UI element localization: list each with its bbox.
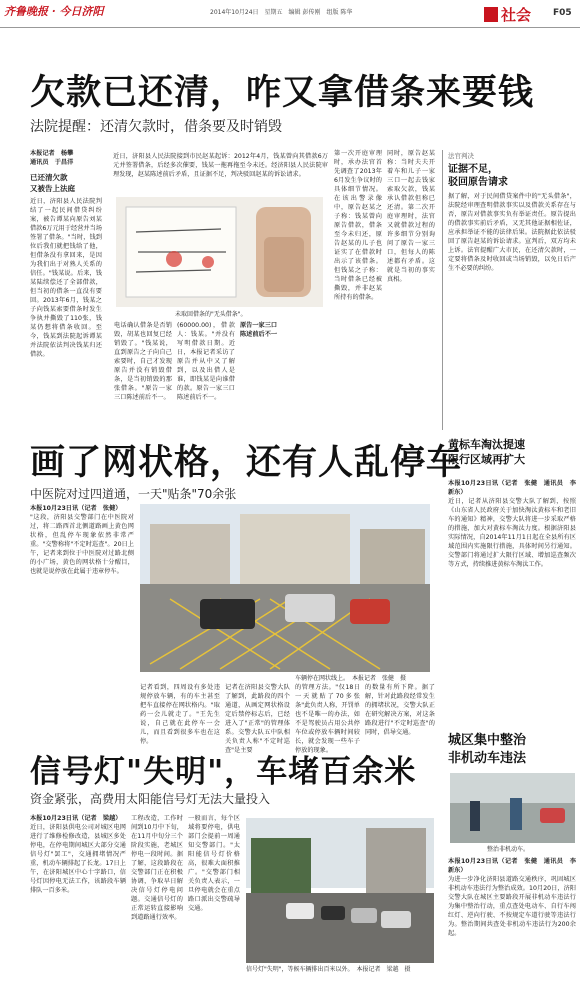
story1-headline: 欠款已还清，咋又拿借条来要钱 <box>30 73 535 113</box>
page-number: F05 <box>553 8 572 18</box>
sidebar3-headline: 城区集中整治 非机动车违法 <box>448 733 527 766</box>
sidebar3-body <box>448 858 576 976</box>
sidebar3-byline: 本报10月23日讯（记者 张健 通讯员 李新东） <box>448 858 576 874</box>
story3-photo-caption: 信号灯"失明"，等候车辆排出百米以外。 本报记者 梁越 摄 <box>246 966 411 973</box>
sidebar2-text: 近日，记者从济阳县交警大队了解到，按照《山东省人民政府关于加快淘汰黄标车和老旧车的通知》精神，交警大队将进一步采取严格的措施，加大对黄标车淘汰力度。根据济阳县实际情况，自2014年11月1日起在全县所有区域范围内实施限行措施，具体时间另行通知。交警部门将通过扩大限行区域、增加巡查频次等方式，持续推进黄标车淘汰工作。 <box>448 497 576 568</box>
bike-checkpoint-photo <box>450 773 575 843</box>
story2-photo-caption: 车辆停在网状线上。 本报记者 张健 摄 <box>295 675 407 682</box>
story1-photo <box>116 197 323 307</box>
story3-column-2: 工程改造，工作时间到10月中下旬，在11月中旬分三个阶段实施，老城区停电一段时间。据了解，这段路段在交警部门正在积极协调，争取早日解决信号灯停电问题。交通信号灯的正常运转直接影响到道路通行效率。 <box>131 815 183 921</box>
story2-photo <box>140 504 430 672</box>
sidebar2-byline: 本报10月23日讯（记者 张健 通讯员 李新东） <box>448 480 576 496</box>
sidebar1-tag: 法官判决 <box>448 152 474 160</box>
sidebar2-body <box>448 480 576 710</box>
story3-column-1 <box>30 815 126 975</box>
story2-subhead: 中医院对过四道通，一天"贴条"70余张 <box>30 487 237 501</box>
story3-headline: 信号灯"失明"，车堵百余米 <box>30 754 417 790</box>
story2-headline: 画了网状格，还有人乱停车 <box>30 443 463 483</box>
story3-column-3: 一般而言，每个区域将要停电，供电部门会提前一周通知交警部门。"太阳能信号灯价格高，很难大面积推广。"交警部门相关负责人表示，一旦停电就会在重点路口派出交警疏导交通。 <box>188 815 240 912</box>
masthead: 齐鲁晚报 · 今日济阳 <box>4 5 104 18</box>
column-divider <box>442 150 443 430</box>
sidebar1-body: 据了解，对于民间借贷案件中的"无头借条"，法院经审理查明借款事实以及借款关系存在与否，原告对借款事实负有举证责任。原告提出的借款事实前后矛盾，又无其他证据相佐证，应承担举证不能的法律后果。法院据此依法驳回了原告赵某的诉讼请求。宣判后，双方均未上诉。法官提醒广大市民，在还清欠款时，一定要将借条及时收回或当场销毁，以免日后产生不必要的纠纷。 <box>448 192 576 272</box>
story3-byline: 本报10月23日讯（记者 梁越） <box>30 815 122 822</box>
traffic-photo <box>246 818 434 963</box>
sidebar3-text: 为进一步净化济阳县道路交通秩序，巩固城区非机动车违法行为整治成效。10月20日，济阳交警大队在城区主要路段开展非机动车违法行为集中整治行动，重点查处电动车、自行车闯红灯、逆向行驶、不按规定车道行驶等违法行为。整治期间共查处非机动车违法行为200余起。 <box>448 875 576 937</box>
story2-body-1: "这段，济阳县交警部门在中医院对过，将二路西首北侧道路画上黄色网状格，但乱停车现象依然非常严重。"交警称将"不定时巡查"。20日上午，记者来到位于中医院对过路北侧的小广场，黄色的网状格十分醒目，也就是说停放在此属于违章停车。 <box>30 513 134 575</box>
section-title: 社会 <box>501 6 532 24</box>
story1-intro: 近日，济阳县人民法院接到市民赵某起诉：2012年4月，钱某曾向其借款6万元并签署借条，后经多次催要，钱某一拖再拖至今未还。经济阳县人民法院审理发现，赵某陈述前后矛盾，且证据不足，判决驳回赵某的诉讼请求。 <box>113 153 328 178</box>
story1-body-1: 近日，济阳县人民法院判结了一起民间借贷纠纷案，被告谭某向原告刘某借款6万元用于经营并当场签署了借条。"当时，钱到位后我们就把钱给了他，但借条没有拿回来，是因为我们出于对熟人关系的信任。"钱某说。后来，钱某陆续偿还了全部借款，但当初的借条一直没有要回。2013年6月，钱某之子向钱某索要借条时发生争执并撕毁了110张，钱某仍想将借条收回。至今，钱某到法院起诉谭某并法院依法判决钱某归还借款。 <box>30 198 102 359</box>
story1-column-5: 第一次开庭审理时，承办法官首先调查了2013年6月发生争议时的具体细节情况。在该出警录像中，原告赵某之子称：钱某曾向原告借款，借条至今未归还，原告赵某的儿子也证实了在借款时出示了该借条。但钱某之子称：当时借条已经被撕毁，并非赵某所持有的借条。 <box>334 150 382 301</box>
story3-photo <box>246 818 434 963</box>
story2-column-3: 记者在济阳县交警大队了解到，此路段的四个通道，从画定网状格设定后禁停标志后，已经进入了"正常"的管理体系。交警大队五中队相关负责人称"不定时巡查"是主要 <box>225 684 290 754</box>
sidebar1 <box>448 152 576 423</box>
story1-column-1 <box>30 150 102 425</box>
issue-info: 2014年10月24日 星期五 编辑 彭传刚 组版 陈华 <box>210 9 353 16</box>
page-header <box>0 0 580 28</box>
story3-subhead: 资金紧张，高费用太阳能信号灯无法大量投入 <box>30 792 271 806</box>
story3-body-1: 近日，济阳县供电公司对城区电网进行了维修检修改造，县城区多处停电，在停电期间城区大部分交通信号灯"罢工"，交通拥堵情况严重，机动车辆排起了长龙。17日上午，在济阳城区中心十字路口，信号灯因停电无法工作，该路段车辆排队一百多米。 <box>30 823 126 894</box>
iou-photo <box>116 197 323 307</box>
story2-column-1 <box>30 505 134 745</box>
sidebar3-photo <box>450 773 575 843</box>
section-logo-icon <box>484 7 498 22</box>
section-logo <box>484 5 544 25</box>
story2-column-4: 的管理方法。"仅18日一天就贴了70多张条"此负责人称，开罚单也不是唯一的办法，如不是驾驶员占用公共停车位或停放车辆时间较长，就会发现一些车子停放的现象。 <box>295 684 360 754</box>
story1-column-2: 电话确认借条是否销毁，胡某也回复已经销毁了。"钱某说，直到原告之子向自己索要时，自己才发现原告并没有销毁借条，是当初销毁的那张借条。"原告一家三口陈述前后不一。 <box>114 322 172 401</box>
story1-photo-caption: 未取回借条的"无头借条"。 <box>175 311 247 318</box>
story1-column-4 <box>240 322 320 422</box>
story2-column-5: 的数量有所下降。据了解，针对此路段经常发生的拥堵状况，交警大队正在研究解决方案，对这条路段进行"不定时巡查"的同时，倡导交通。 <box>365 684 435 736</box>
story1-column-3: (60000.00)，借款人：钱某。"并没有写明借款日期。近日，本报记者采访了原告并从中又了解到，以及出借人是谁，即钱某是向谁借的款。原告一家三口陈述前后不一。 <box>177 322 235 401</box>
story2-byline: 本报10月23日讯（记者 张健） <box>30 505 122 512</box>
story1-lede: 已还清欠款 又被告上法庭 <box>30 172 75 194</box>
story2-column-2: 记者看到，四周设有多处违规停放车辆，有的车主甚至把车直接停在网状格内。"取药一会儿就走了。"王先生说，自己就在此停车一会儿，而且看到很多车也在这停。 <box>140 684 220 745</box>
story1-column-6: 同时，原告赵某称：当时夫夫开着车和儿子一家三口一起去钱家索取欠款，钱某承认借款但称已还清。第二次开庭审理时，法官又就借款过程的许多细节分别询问了原告一家三口，但每人的陈述都有矛盾。这就是当初的事实真相。 <box>387 150 435 283</box>
sidebar3-photo-caption: 整治非机动车。 <box>487 846 530 853</box>
story1-pullquote: 原告一家三口 陈述前后不一 <box>240 322 278 338</box>
sidebar1-headline: 证据不足， 驳回原告请求 <box>448 163 508 188</box>
story1-subhead: 法院提醒：还清欠款时，借条要及时销毁 <box>30 119 282 135</box>
story1-byline: 本报记者 杨攀 通讯员 于昌洋 <box>30 150 74 166</box>
parking-photo <box>140 504 430 672</box>
sidebar2-headline: 黄标车淘汰提速 限行区域再扩大 <box>448 438 525 466</box>
